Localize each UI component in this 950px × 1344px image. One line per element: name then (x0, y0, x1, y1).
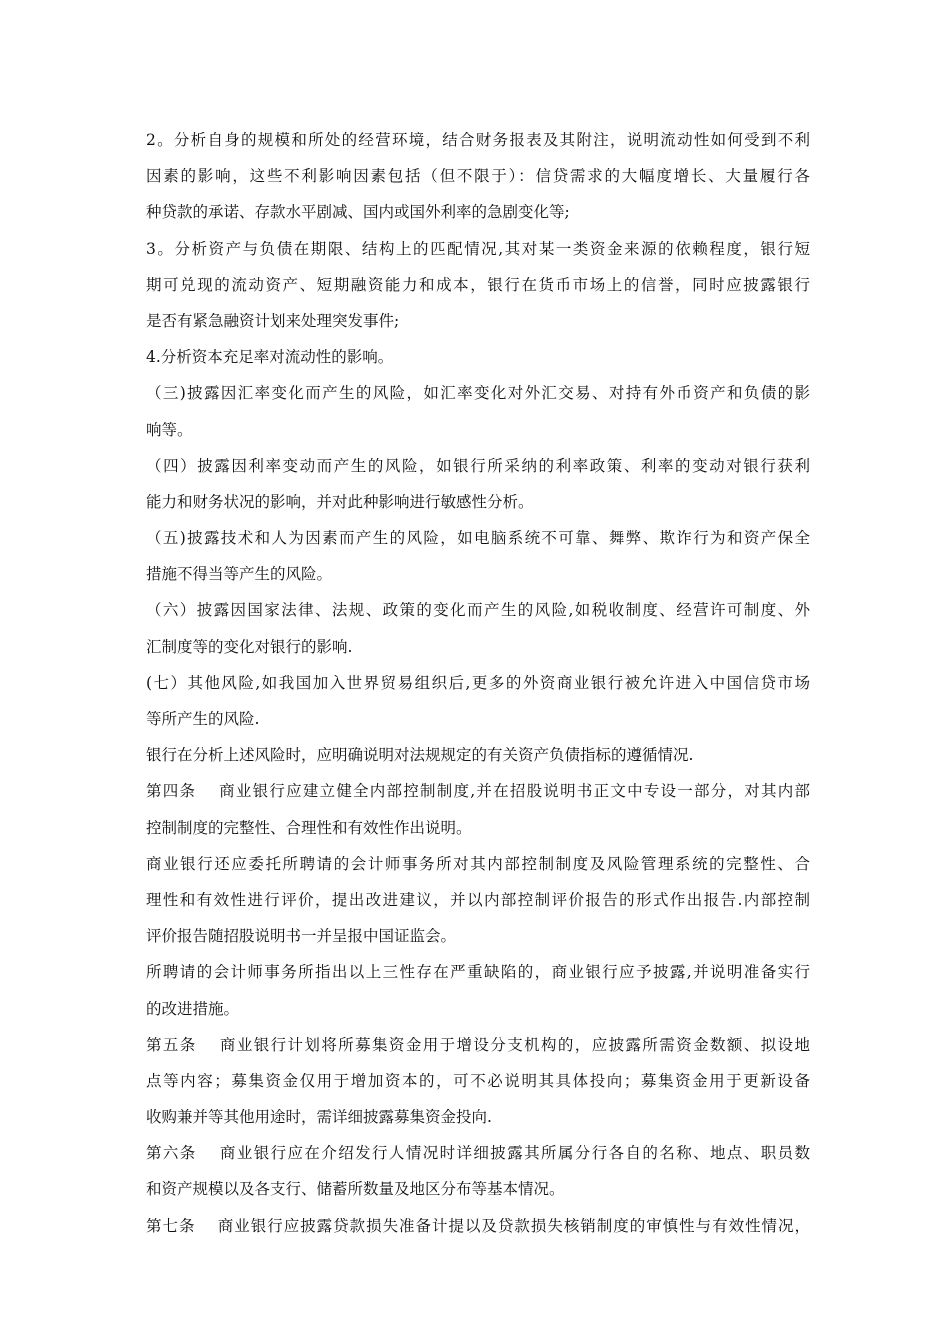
text-line: 种贷款的承诺、存款水平剧减、国内或国外利率的急剧变化等; (146, 203, 570, 222)
text-line: （六）披露因国家法律、法规、政策的变化而产生的风险,如税收制度、经营许可制度、外 (146, 601, 810, 620)
text-line: 是否有紧急融资计划来处理突发事件; (146, 311, 400, 330)
text-line: 和资产规模以及各支行、储蓄所数量及地区分布等基本情况。 (146, 1180, 565, 1199)
text-line: 2。分析自身的规模和所处的经营环境，结合财务报表及其附注，说明流动性如何受到不利 (146, 131, 810, 149)
text-line: 所聘请的会计师事务所指出以上三性存在严重缺陷的，商业银行应予披露,并说明准备实行 (146, 963, 810, 982)
text-line: 第六条 商业银行应在介绍发行人情况时详细披露其所属分行各自的名称、地点、职员数 (146, 1144, 810, 1163)
text-line: 点等内容；募集资金仅用于增加资本的，可不必说明其具体投向；募集资金用于更新设备 (146, 1071, 810, 1090)
text-line: 响等。 (146, 420, 193, 439)
text-line: 3。分析资产与负债在期限、结构上的匹配情况,其对某一类资金来源的依赖程度，银行短 (146, 239, 810, 258)
text-line: 第七条 商业银行应披露贷款损失准备计提以及贷款损失核销制度的审慎性与有效性情况， (146, 1216, 810, 1235)
text-line: 商业银行还应委托所聘请的会计师事务所对其内部控制制度及风险管理系统的完整性、合 (146, 854, 810, 873)
text-line: 汇制度等的变化对银行的影响. (146, 637, 353, 656)
text-line: 期可兑现的流动资产、短期融资能力和成本，银行在货币市场上的信誉，同时应披露银行 (146, 275, 810, 294)
text-line: 措施不得当等产生的风险。 (146, 565, 333, 584)
text-line: 第四条 商业银行应建立健全内部控制制度,并在招股说明书正文中专设一部分，对其内部 (146, 782, 810, 801)
text-line: 理性和有效性进行评价，提出改进建议，并以内部控制评价报告的形式作出报告.内部控制 (146, 890, 810, 909)
document-page (146, 122, 810, 1244)
text-line: （三)披露因汇率变化而产生的风险，如汇率变化对外汇交易、对持有外币资产和负债的影 (146, 384, 810, 403)
text-line: 因素的影响，这些不利影响因素包括（但不限于）：信贷需求的大幅度增长、大量履行各 (146, 167, 810, 186)
text-line: 第五条 商业银行计划将所募集资金用于增设分支机构的，应披露所需资金数额、拟设地 (146, 1035, 810, 1054)
text-line: 控制制度的完整性、合理性和有效性作出说明。 (146, 818, 472, 837)
text-line: 评价报告随招股说明书一并呈报中国证监会。 (146, 927, 457, 946)
text-line: 的改进措施。 (146, 999, 240, 1018)
text-line: 4.分析资本充足率对流动性的影响。 (146, 348, 394, 367)
text-line: （四）披露因利率变动而产生的风险，如银行所采纳的利率政策、利率的变动对银行获利 (146, 456, 810, 475)
text-line: (七）其他风险,如我国加入世界贸易组织后,更多的外资商业银行被允许进入中国信贷市场 (146, 673, 810, 692)
text-line: 等所产生的风险. (146, 710, 260, 728)
text-line: 收购兼并等其他用途时，需详细披露募集资金投向. (146, 1108, 492, 1127)
text-line: 能力和财务状况的影响，并对此种影响进行敏感性分析。 (146, 492, 534, 511)
text-line: 银行在分析上述风险时，应明确说明对法规规定的有关资产负债指标的遵循情况. (146, 746, 694, 765)
text-line: （五)披露技术和人为因素而产生的风险，如电脑系统不可靠、舞弊、欺诈行为和资产保全 (146, 529, 810, 548)
